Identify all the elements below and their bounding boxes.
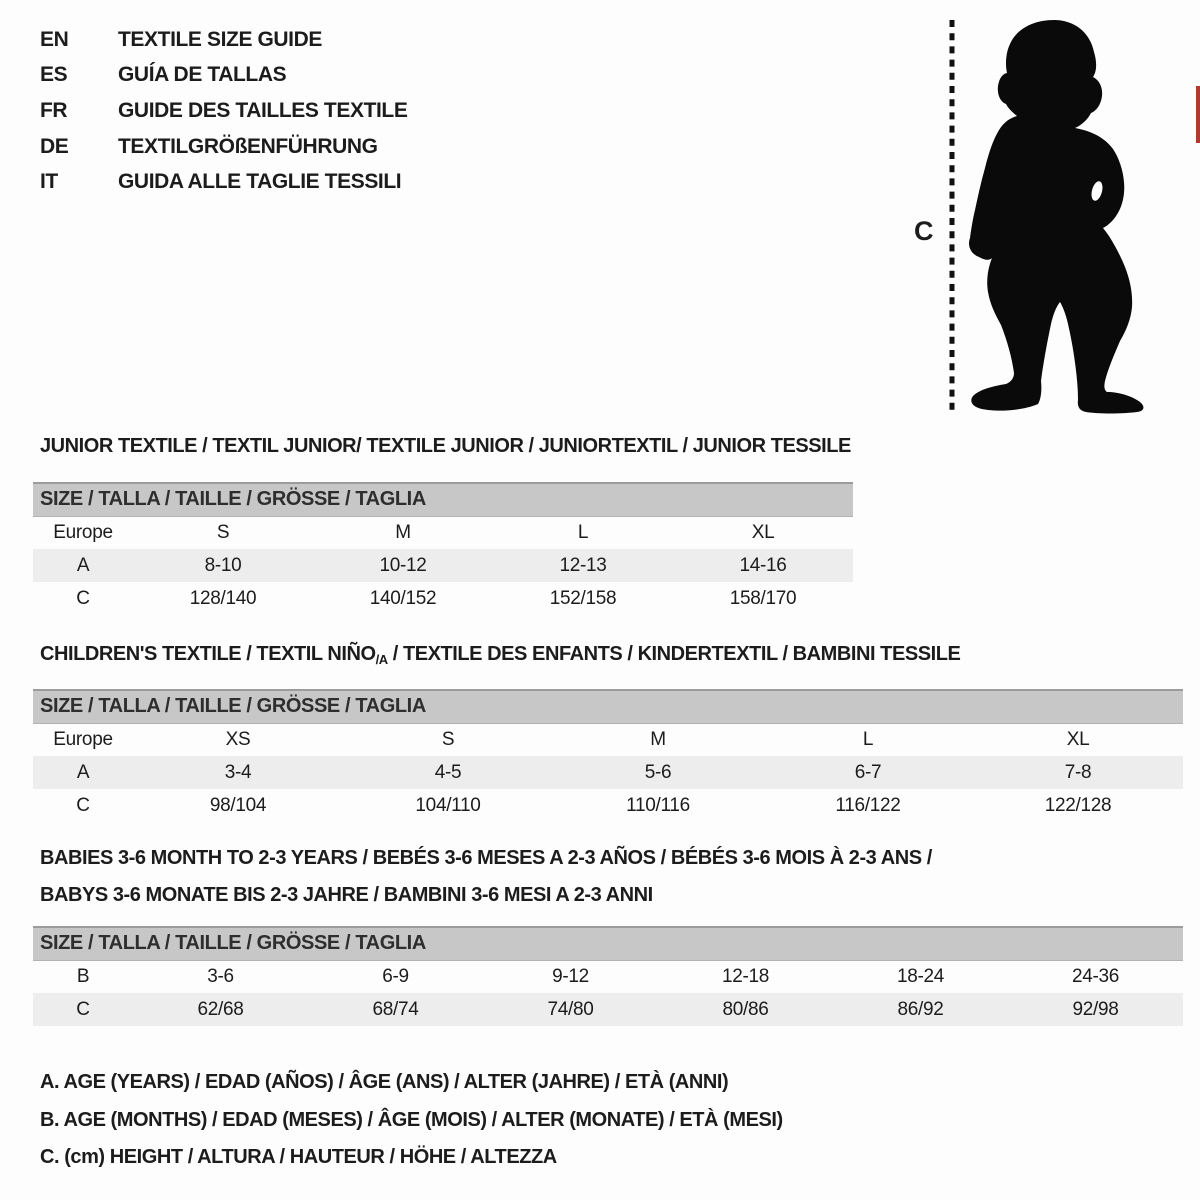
size-header-label: SIZE / TALLA / TAILLE / GRÖSSE / TAGLIA [33,690,1183,723]
row-label: A [33,756,133,789]
measurement-legend [40,1071,783,1184]
table-row [33,549,853,582]
height-cell: 74/80 [483,993,658,1026]
table-header-bar [33,690,1183,723]
legend-line-c: C. (cm) HEIGHT / ALTURA / HAUTEUR / HÖHE / ALTEZZA [40,1146,557,1169]
height-measure-label: C [914,216,933,246]
table-row [33,789,1183,822]
age-cell: 6-7 [763,756,973,789]
language-code: FR [40,98,68,122]
age-cell: 10-12 [313,549,493,582]
age-cell: 7-8 [973,756,1183,789]
row-label: C [76,587,90,609]
age-cell: 4-5 [343,756,553,789]
children-heading-post: / TEXTILE DES ENFANTS / KINDERTEXTIL / BAMBINI TESSILE [387,643,961,665]
table-row [33,723,1183,756]
size-cell: XL [1066,728,1090,750]
guide-title: GUÍA DE TALLAS [118,63,287,87]
junior-size-table [33,482,853,615]
row-label: C [33,993,133,1026]
height-cell: 152/158 [549,587,617,609]
language-row [40,164,407,200]
height-cell: 116/122 [835,794,901,816]
size-cell: S [216,521,230,543]
children-heading-sub: /A [375,652,388,667]
junior-section-heading: JUNIOR TEXTILE / TEXTIL JUNIOR/ TEXTILE JUNIOR / JUNIORTEXTIL / JUNIOR TESSILE [40,435,851,457]
language-row [40,58,407,94]
age-cell: 3-4 [133,756,343,789]
age-cell: 12-18 [721,965,770,987]
children-heading-pre: CHILDREN'S TEXTILE / TEXTIL NIÑO [40,643,376,665]
height-dashed-line [948,18,956,416]
height-cell: 98/104 [209,794,267,816]
language-code: ES [40,63,68,87]
toddler-silhouette-icon [962,18,1150,416]
row-label: C [76,794,90,816]
height-cell: 68/74 [308,993,483,1026]
children-size-table [33,689,1183,822]
language-code: IT [40,170,58,194]
size-header-label: SIZE / TALLA / TAILLE / GRÖSSE / TAGLIA [33,927,1183,960]
table-header-bar [33,927,1183,960]
size-cell: L [862,728,874,750]
height-cell: 128/140 [189,587,257,609]
height-cell: 140/152 [369,587,437,609]
height-cell: 86/92 [833,993,1008,1026]
babies-size-table [33,926,1183,1026]
row-label: B [76,965,90,987]
age-cell: 24-36 [1071,965,1120,987]
babies-section-heading [40,840,932,913]
babies-heading-line1: BABIES 3-6 MONTH TO 2-3 YEARS / BEBÉS 3-6 MESES A 2-3 AÑOS / BÉBÉS 3-6 MOIS À 2-3 ANS / [40,847,932,869]
table-header-bar [33,483,853,516]
language-title-list [40,22,407,200]
guide-title: TEXTILE SIZE GUIDE [118,27,322,51]
guide-title: TEXTILGRÖßENFÜHRUNG [118,134,378,158]
size-cell: M [395,521,411,543]
row-label: Europe [53,728,113,750]
table-row [33,756,1183,789]
table-row [33,582,853,615]
language-row [40,22,407,58]
age-cell: 6-9 [382,965,409,987]
size-cell: XS [225,728,251,750]
height-cell: 104/110 [415,794,481,816]
age-cell: 5-6 [553,756,763,789]
age-cell: 12-13 [493,549,673,582]
age-cell: 8-10 [133,549,313,582]
legend-line-a: A. AGE (YEARS) / EDAD (AÑOS) / ÂGE (ANS) / ALTER (JAHRE) / ETÀ (ANNI) [40,1071,729,1093]
guide-title: GUIDA ALLE TAGLIE TESSILI [118,170,402,194]
size-cell: XL [751,521,775,543]
row-label: A [33,549,133,582]
height-cell: 92/98 [1008,993,1183,1026]
language-row [40,129,407,165]
age-cell: 9-12 [552,965,589,987]
guide-title: GUIDE DES TAILLES TEXTILE [118,98,408,122]
table-row [33,993,1183,1026]
height-cell: 122/128 [1044,794,1112,816]
size-cell: L [577,521,589,543]
age-cell: 14-16 [673,549,853,582]
height-cell: 80/86 [658,993,833,1026]
age-cell: 3-6 [207,965,234,987]
children-section-heading [40,643,960,667]
language-row [40,93,407,129]
language-code: EN [40,27,69,51]
height-cell: 158/170 [729,587,797,609]
size-cell: M [650,728,666,750]
row-label: Europe [53,521,113,543]
height-cell: 62/68 [133,993,308,1026]
age-cell: 18-24 [896,965,945,987]
right-edge-artifact [1196,86,1200,143]
height-cell: 110/116 [626,794,690,816]
size-cell: S [441,728,455,750]
table-row [33,960,1183,993]
legend-line-b: B. AGE (MONTHS) / EDAD (MESES) / ÂGE (MOIS) / ALTER (MONATE) / ETÀ (MESI) [40,1108,783,1131]
babies-heading-line2: BABYS 3-6 MONATE BIS 2-3 JAHRE / BAMBINI 3-6 MESI A 2-3 ANNI [40,883,653,906]
table-row [33,516,853,549]
language-code: DE [40,134,69,158]
size-header-label: SIZE / TALLA / TAILLE / GRÖSSE / TAGLIA [33,483,853,516]
